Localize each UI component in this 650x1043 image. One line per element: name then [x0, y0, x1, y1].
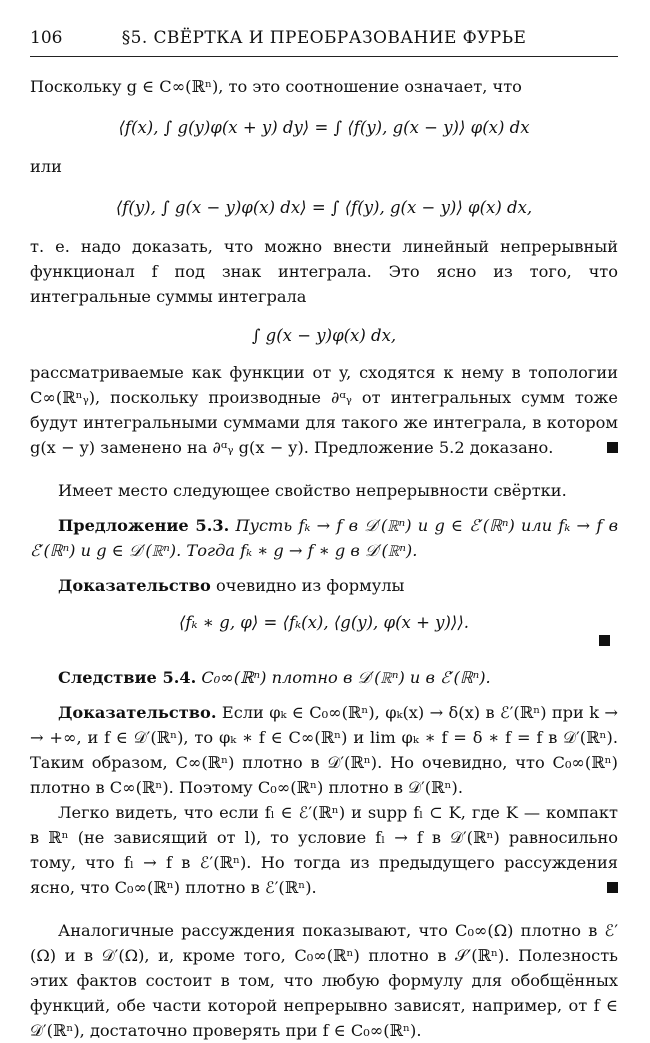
or-label: или — [30, 157, 62, 176]
equation-2: ⟨f(y), ∫ g(x − y)φ(x) dx⟩ = ∫ ⟨f(y), g(x − y)⟩ φ(x) dx, — [115, 198, 533, 217]
qed-mark — [607, 442, 618, 453]
running-header — [30, 22, 618, 57]
paragraph-4: Имеет место следующее свойство непрерывности свёртки. — [58, 481, 567, 500]
proof-text: очевидно из формулы — [210, 576, 405, 595]
equation-4: ⟨fₖ ∗ g, φ⟩ = ⟨fₖ(x), ⟨g(y), φ(x + y)⟩⟩. — [178, 613, 470, 632]
paragraph-5-text: Легко видеть, что если fₗ ∈ ℰ′(ℝⁿ) и supp fₗ ⊂ K, где K — компакт в ℝⁿ (не зависящий от l), то условие fₗ → f в 𝒟′(ℝⁿ) равносильно тому, что fₗ → f в ℰ′(ℝⁿ). Но тогда из предыдущего рассуждения ясно, что C₀∞(ℝⁿ) плотно в ℰ′(ℝⁿ). — [30, 803, 618, 897]
proof-2-text: Если φₖ ∈ C₀∞(ℝⁿ), φₖ(x) → δ(x) в ℰ′(ℝⁿ) при k → → +∞, и f ∈ 𝒟′(ℝⁿ), то φₖ ∗ f ∈ C∞(ℝⁿ) и lim φₖ ∗ f = δ ∗ f = f в 𝒟′(ℝⁿ). Таким образом, C∞(ℝⁿ) плотно в 𝒟′(ℝⁿ). Но очевидно, что C₀∞(ℝⁿ) плотно в C∞(ℝⁿ). Поэтому C₀∞(ℝⁿ) плотно в 𝒟′(ℝⁿ). — [30, 703, 618, 797]
page-body — [30, 74, 618, 1043]
equation-3: ∫ g(x − y)φ(x) dx, — [251, 326, 397, 345]
proof-2 — [30, 700, 618, 800]
section-title: §5. СВЁРТКА И ПРЕОБРАЗОВАНИЕ ФУРЬЕ — [121, 28, 527, 48]
paragraph-2: т. е. надо доказать, что можно внести линейный непрерывный функционал f под знак интеграла. Это ясно из того, что интегральные суммы интеграла — [30, 237, 618, 306]
paragraph-3 — [30, 360, 618, 460]
proof-label: Доказательство — [58, 576, 211, 595]
paragraph-3-text: рассматриваемые как функции от y, сходятся к нему в топологии C∞(ℝⁿᵧ), поскольку производные ∂ᵅᵧ от интегральных сумм тоже будут интегральными суммами для такого же интеграла, в котором g(x − y) заменено на ∂ᵅᵧ g(x − y). Предложение 5.2 доказано. — [30, 363, 618, 457]
proposition-label: Предложение 5.3. — [58, 516, 230, 535]
paragraph-6: Аналогичные рассуждения показывают, что C₀∞(Ω) плотно в ℰ′(Ω) и в 𝒟′(Ω), и, кроме того, C₀∞(ℝⁿ) плотно в 𝒮′(ℝⁿ). Полезность этих фактов состоит в том, что любую формулу для обобщённых функций, обе части которой непрерывно зависят, например, от f ∈ 𝒟′(ℝⁿ), достаточно проверять при f ∈ C₀∞(ℝⁿ). — [30, 921, 618, 1040]
corollary-label: Следствие 5.4. — [58, 668, 197, 687]
qed-mark — [607, 882, 618, 893]
proof-2-label: Доказательство. — [58, 703, 217, 722]
qed-mark — [599, 635, 610, 646]
proposition-text: Пусть fₖ → f в 𝒟′(ℝⁿ) и g ∈ ℰ′(ℝⁿ) или fₖ → f в ℰ′(ℝⁿ) и g ∈ 𝒟′(ℝⁿ). Тогда fₖ ∗ g → f ∗ g в 𝒟′(ℝⁿ). — [30, 516, 618, 560]
corollary-text: C₀∞(ℝⁿ) плотно в 𝒟′(ℝⁿ) и в ℰ′(ℝⁿ). — [201, 668, 491, 687]
proof-intro — [30, 573, 618, 598]
corollary-5-4 — [30, 665, 618, 690]
proposition-5-3 — [30, 513, 618, 563]
paragraph-1: Поскольку g ∈ C∞(ℝⁿ), то это соотношение означает, что — [30, 77, 522, 96]
page-number: 106 — [30, 28, 63, 48]
equation-1: ⟨f(x), ∫ g(y)φ(x + y) dy⟩ = ∫ ⟨f(y), g(x − y)⟩ φ(x) dx — [118, 118, 530, 137]
paragraph-5 — [30, 800, 618, 900]
